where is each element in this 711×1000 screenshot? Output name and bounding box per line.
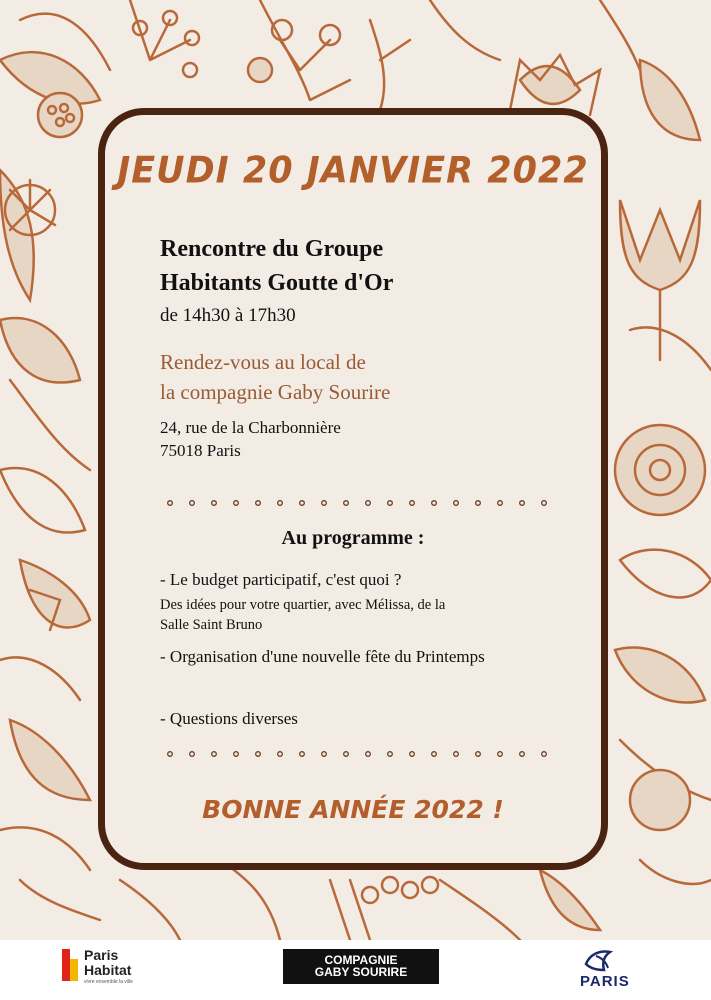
program-item-questions: - Questions diverses bbox=[160, 709, 298, 728]
program-item-budget-detail bbox=[160, 595, 560, 635]
dotted-divider-bottom bbox=[165, 748, 555, 760]
gaby-sourire-logo bbox=[283, 949, 439, 984]
gaby-logo-line2: GABY SOURIRE bbox=[314, 965, 408, 979]
event-date: JEUDI 20 JANVIER 2022 bbox=[117, 150, 589, 192]
rendezvous-text bbox=[160, 347, 390, 407]
budget-detail-line2: Salle Saint Bruno bbox=[160, 617, 263, 633]
rendezvous-line1: Rendez-vous au local de bbox=[160, 350, 366, 374]
program-heading: Au programme : bbox=[281, 527, 425, 549]
dotted-divider-top bbox=[165, 497, 555, 509]
address-line1: 24, rue de la Charbonnière bbox=[160, 418, 341, 437]
paris-habitat-logo bbox=[84, 948, 131, 978]
paris-logo-text: PARIS bbox=[580, 973, 630, 990]
closing-greeting: BONNE ANNÉE 2022 ! bbox=[202, 795, 504, 824]
program-item-printemps: - Organisation d'une nouvelle fête du Printemps bbox=[160, 647, 485, 666]
program-item-budget: - Le budget participatif, c'est quoi ? bbox=[160, 570, 402, 589]
address-line2: 75018 Paris bbox=[160, 441, 241, 460]
budget-detail-line1: Des idées pour votre quartier, avec Mélissa, de la bbox=[160, 597, 446, 613]
event-time: de 14h30 à 17h30 bbox=[160, 305, 296, 326]
paris-ship-logo-icon bbox=[582, 946, 616, 974]
event-title-line1: Rencontre du Groupe bbox=[160, 236, 384, 262]
paris-habitat-line2: Habitat bbox=[84, 962, 132, 978]
rendezvous-line2: la compagnie Gaby Sourire bbox=[160, 380, 391, 404]
partner-logos-bar bbox=[0, 940, 711, 1000]
paris-habitat-logo-icon bbox=[62, 949, 78, 981]
gaby-logo-line1: COMPAGNIE bbox=[324, 953, 398, 967]
address bbox=[160, 416, 341, 462]
event-card bbox=[98, 108, 608, 870]
paris-habitat-line1: Paris bbox=[84, 947, 119, 963]
event-title-line2: Habitants Goutte d'Or bbox=[160, 270, 394, 296]
paris-habitat-tagline: vivre ensemble la ville bbox=[84, 979, 133, 985]
event-title bbox=[160, 232, 393, 300]
